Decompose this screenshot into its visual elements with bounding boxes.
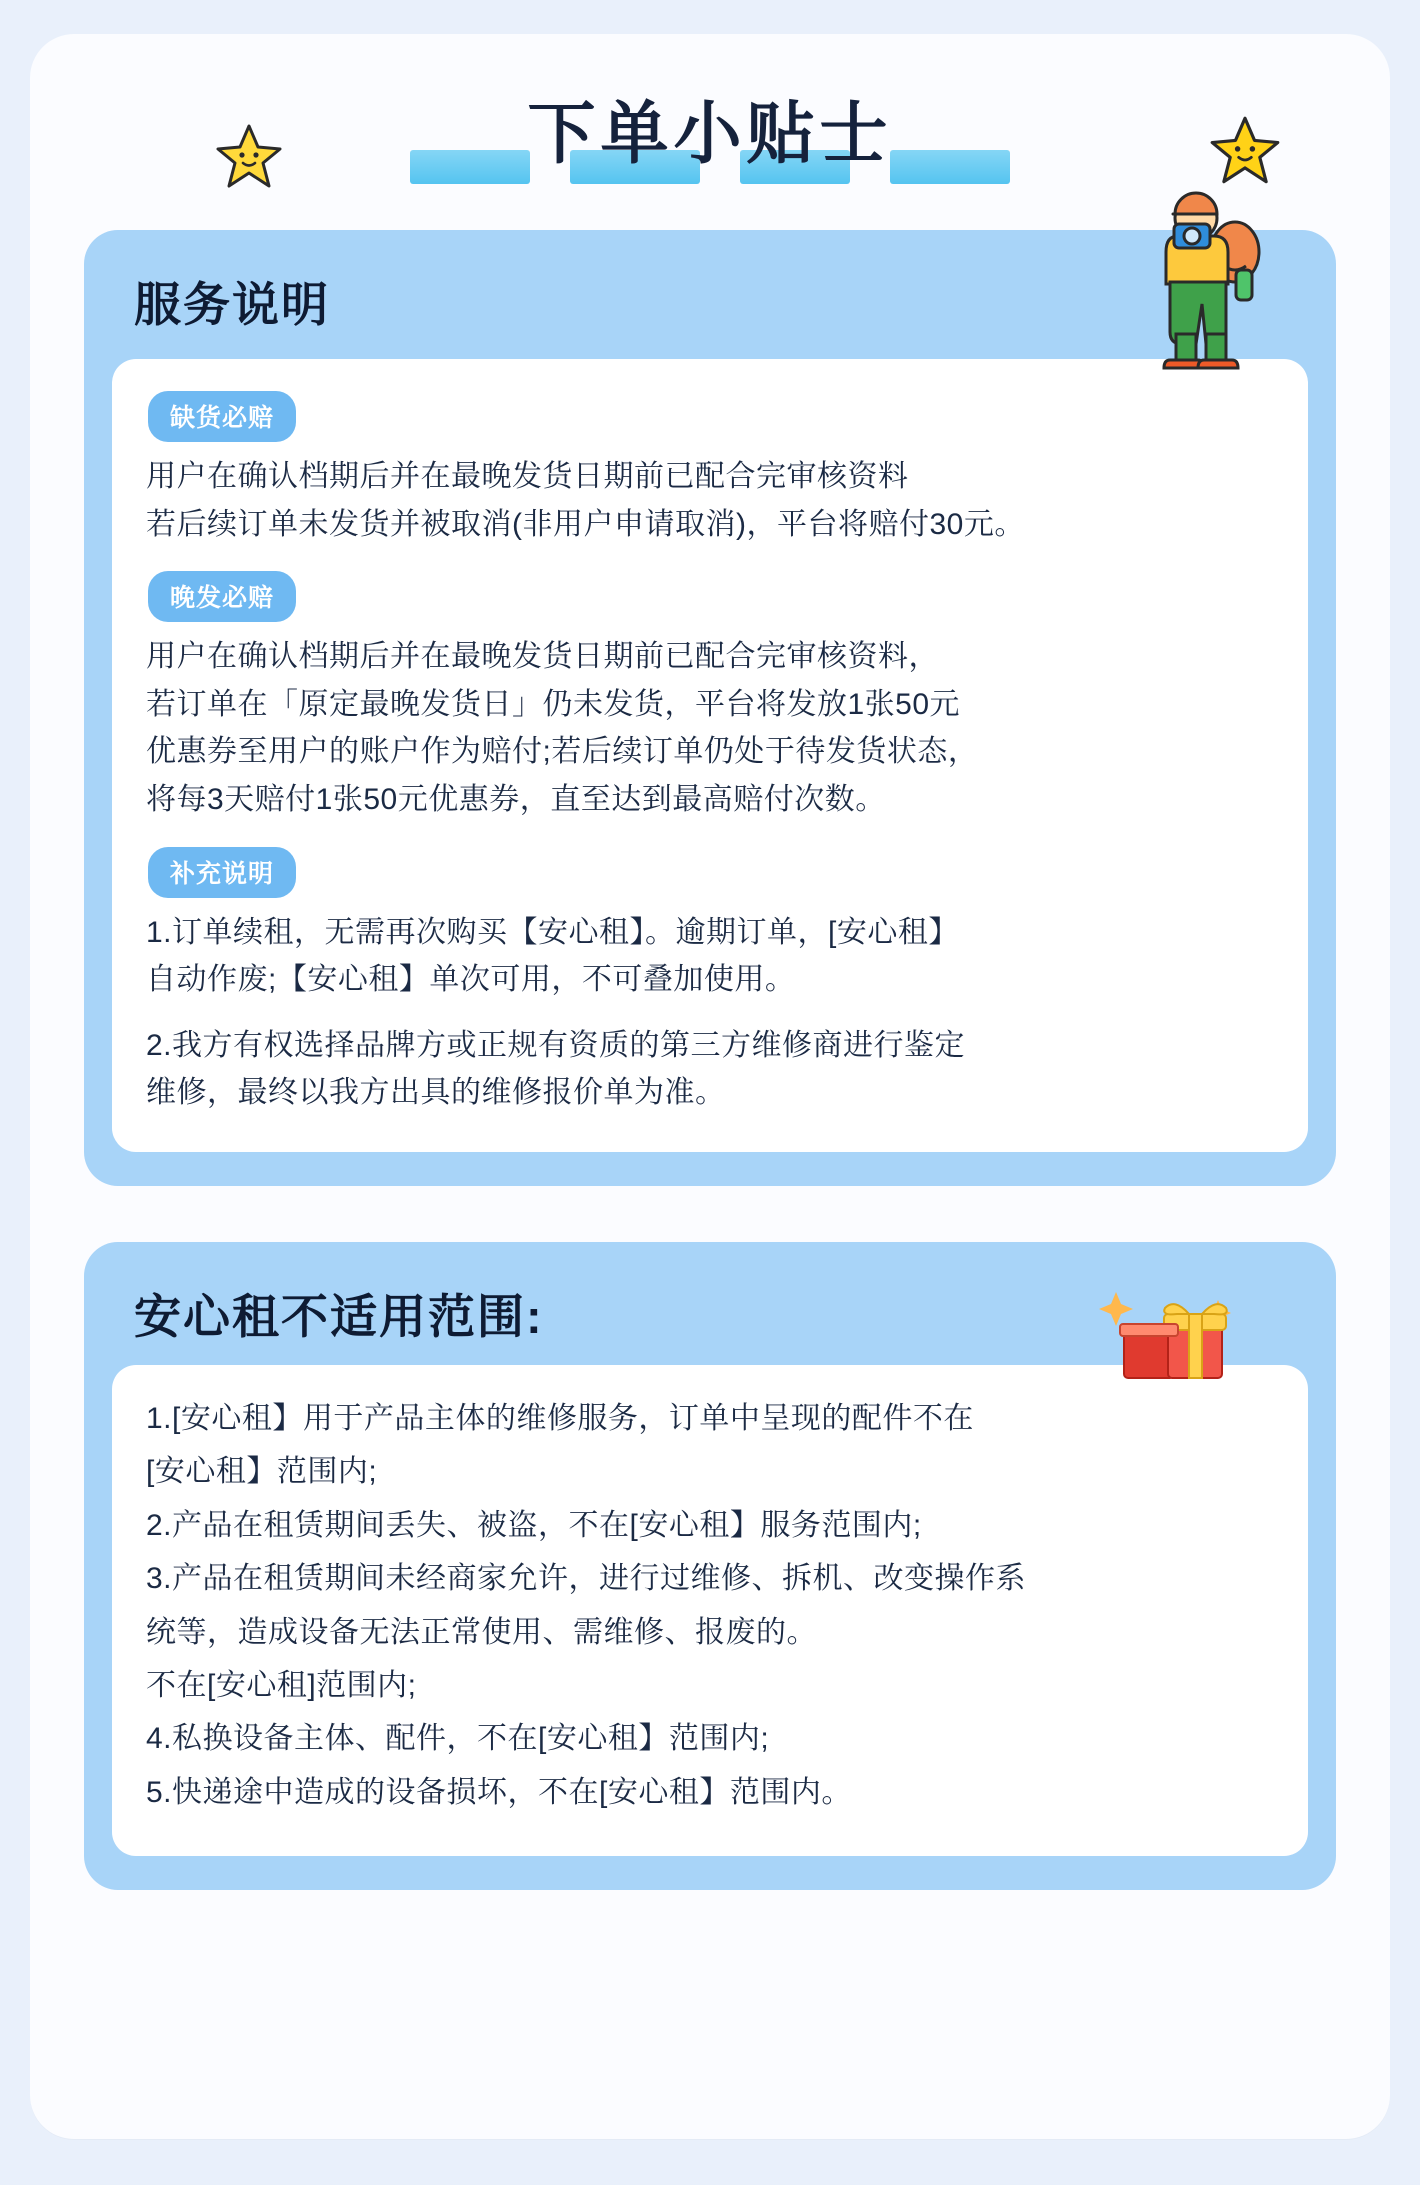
paragraph-line: 若订单在「原定最晚发货日」仍未发货，平台将发放1张50元	[146, 687, 961, 721]
list-item: 不在[安心租]范围内;	[146, 1668, 417, 1702]
paragraph-line: 若后续订单未发货并被取消(非用户申请取消)，平台将赔付30元。	[146, 507, 1025, 541]
list-item: 2.产品在租赁期间丢失、被盗，不在[安心租】服务范围内;	[146, 1508, 922, 1542]
list-item: 1.[安心租】用于产品主体的维修服务，订单中呈现的配件不在	[146, 1401, 974, 1435]
service-description-body	[112, 359, 1308, 1152]
gift-box-icon	[1090, 1278, 1240, 1388]
list-item: 5.快递途中造成的设备损坏，不在[安心租】范围内。	[146, 1775, 852, 1809]
badge-late-shipping: 晚发必赔	[148, 571, 296, 622]
badge-out-of-stock: 缺货必赔	[148, 391, 296, 442]
title-wrap	[64, 66, 1356, 172]
paragraph-line: 2.我方有权选择品牌方或正规有资质的第三方维修商进行鉴定	[146, 1028, 966, 1062]
exclusions-body	[112, 1365, 1308, 1856]
paragraph-line: 将每3天赔付1张50元优惠券，直至达到最高赔付次数。	[146, 782, 886, 816]
list-item: 统等，造成设备无法正常使用、需维修、报废的。	[146, 1615, 817, 1649]
paragraph-line: 用户在确认档期后并在最晚发货日期前已配合完审核资料，	[146, 640, 939, 674]
traveler-illustration	[1132, 174, 1272, 404]
paragraph-line: 维修，最终以我方出具的维修报价单为准。	[146, 1076, 726, 1110]
section-title: 服务说明	[134, 278, 330, 331]
paragraph-line: 优惠券至用户的账户作为赔付;若后续订单仍处于待发货状态，	[146, 735, 979, 769]
list-item: 4.私换设备主体、配件，不在[安心租】范围内;	[146, 1722, 770, 1756]
page-card	[30, 34, 1390, 2139]
page-title: 下单小贴士	[527, 96, 893, 172]
list-item: [安心租】范围内;	[146, 1455, 378, 1489]
section-title: 安心租不适用范围:	[134, 1289, 544, 1343]
paragraph-line: 1.订单续租，无需再次购买【安心租】。逾期订单，[安心租】	[146, 915, 959, 949]
paragraph-line: 自动作废;【安心租】单次可用，不可叠加使用。	[146, 963, 796, 997]
badge-supplementary: 补充说明	[148, 847, 296, 898]
exclusions-card	[84, 1242, 1336, 1890]
paragraph-line: 用户在确认档期后并在最晚发货日期前已配合完审核资料	[146, 460, 909, 493]
header	[64, 66, 1356, 216]
list-item: 3.产品在租赁期间未经商家允许，进行过维修、拆机、改变操作系	[146, 1562, 1027, 1596]
